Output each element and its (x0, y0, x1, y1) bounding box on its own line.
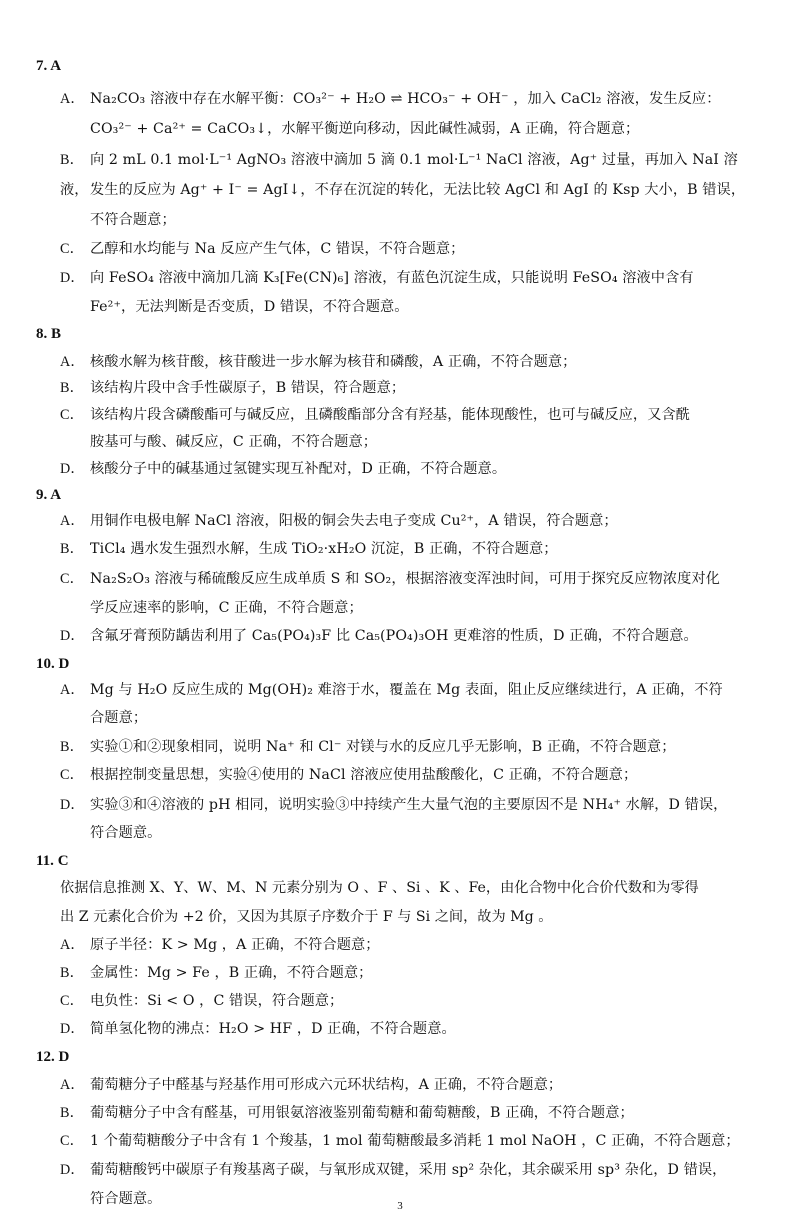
q11-option-b: B． 金属性：Mg > Fe ，B 正确，不符合题意； (60, 965, 373, 981)
question-12-header: 12. D (36, 1049, 70, 1065)
page-number: 3 (397, 1200, 403, 1212)
q11-intro-line1: 依据信息推测 X、Y、W、M、N 元素分别为 O 、F 、Si 、K 、Fe，由化合物中化合价代数和为零得 (60, 880, 699, 896)
q10-option-b: B． 实验①和②现象相同，说明 Na⁺ 和 Cl⁻ 对镁与水的反应几乎无影响，B 正确，不符合题意； (60, 739, 676, 755)
q7-option-a: A． Na₂CO₃ 溶液中存在水解平衡：CO₃²⁻ + H₂O ⇌ HCO₃⁻ + OH⁻ ，加入 CaCl₂ 溶液，发生反应： (60, 91, 721, 107)
q12-option-c: C． 1 个葡萄糖酸分子中含有 1 个羧基，1 mol 葡萄糖酸最多消耗 1 mol NaOH ，C 正确，不符合题意； (60, 1133, 740, 1149)
q9-option-b: B． TiCl₄ 遇水发生强烈水解，生成 TiO₂·xH₂O 沉淀，B 正确，不符合题意； (60, 541, 558, 557)
q10-option-a: A． Mg 与 H₂O 反应生成的 Mg(OH)₂ 难溶于水，覆盖在 Mg 表面，阻止反应继续进行，A 正确，不符 (60, 682, 723, 698)
q9-option-c: C． Na₂S₂O₃ 溶液与稀硫酸反应生成单质 S 和 SO₂，根据溶液变浑浊时间，可用于探究反应物浓度对化 (60, 571, 720, 587)
q9-option-d: D． 含氟牙膏预防龋齿利用了 Ca₅(PO₄)₃F 比 Ca₅(PO₄)₃OH 更难溶的性质，D 正确，不符合题意。 (60, 628, 698, 644)
q10-option-d: D． 实验③和④溶液的 pH 相同，说明实验③中持续产生大量气泡的主要原因不是 NH₄⁺ 水解，D 错误， (60, 797, 728, 813)
q12-option-b: B． 葡萄糖分子中含有醛基，可用银氨溶液鉴别葡萄糖和葡萄糖酸，B 正确，不符合题意； (60, 1105, 634, 1121)
q7-option-b-line2: 发生的反应为 Ag⁺ + I⁻ = AgI↓，不存在沉淀的转化，无法比较 AgCl 和 AgI 的 Ksp 大小，B 错误， (90, 182, 746, 198)
q7-option-a-line2: CO₃²⁻ + Ca²⁺ = CaCO₃↓，水解平衡逆向移动，因此碱性减弱，A 正确，符合题意； (90, 121, 640, 137)
q11-option-a: A． 原子半径：K > Mg ，A 正确，不符合题意； (60, 937, 380, 953)
question-8-header: 8. B (36, 326, 62, 342)
q8-option-a: A． 核酸水解为核苷酸，核苷酸进一步水解为核苷和磷酸，A 正确，不符合题意； (60, 354, 577, 370)
q12-option-d: D． 葡萄糖酸钙中碳原子有羧基离子碳，与氧形成双键，采用 sp² 杂化，其余碳采用 sp³ 杂化，D 错误， (60, 1162, 727, 1178)
q7-option-c: C． 乙醇和水均能与 Na 反应产生气体，C 错误，不符合题意； (60, 241, 465, 257)
q11-intro-line2: 出 Z 元素化合价为 +2 价，又因为其原子序数介于 F 与 Si 之间，故为 Mg 。 (60, 909, 553, 925)
q12-option-d-line2: 符合题意。 (90, 1191, 162, 1207)
q11-option-d: D． 简单氢化物的沸点：H₂O > HF ，D 正确，不符合题意。 (60, 1021, 456, 1037)
q8-option-d: D． 核酸分子中的碱基通过氢键实现互补配对，D 正确，不符合题意。 (60, 461, 507, 477)
q10-option-d-line2: 符合题意。 (90, 825, 162, 841)
q7-option-b-line3: 不符合题意； (90, 212, 176, 228)
q7-option-d-line2: Fe²⁺，无法判断是否变质，D 错误，不符合题意。 (90, 299, 409, 315)
question-9-header: 9. A (36, 487, 62, 503)
q12-option-a: A． 葡萄糖分子中醛基与羟基作用可形成六元环状结构，A 正确，不符合题意； (60, 1077, 563, 1093)
question-11-header: 11. C (36, 853, 69, 869)
q9-option-c-line2: 学反应速率的影响，C 正确，不符合题意； (90, 600, 363, 616)
q9-option-a: A． 用铜作电极电解 NaCl 溶液，阳极的铜会失去电子变成 Cu²⁺，A 错误，符合题意； (60, 513, 618, 529)
q10-option-a-line2: 合题意； (90, 710, 148, 726)
q8-option-b: B． 该结构片段中含手性碳原子，B 错误，符合题意； (60, 380, 406, 396)
question-7-header: 7. A (36, 58, 62, 74)
q8-option-c-line2: 胺基可与酸、碱反应，C 正确，不符合题意； (90, 434, 378, 450)
question-10-header: 10. D (36, 656, 70, 672)
q7-option-b: B． 向 2 mL 0.1 mol·L⁻¹ AgNO₃ 溶液中滴加 5 滴 0.1 mol·L⁻¹ NaCl 溶液，Ag⁺ 过量，再加入 NaI 溶液， (60, 152, 738, 198)
q8-option-c: C． 该结构片段含磷酸酯可与碱反应，且磷酸酯部分含有羟基，能体现酸性，也可与碱反应，又含酰 (60, 407, 691, 423)
q11-option-c: C． 电负性：Si < O ，C 错误，符合题意； (60, 993, 344, 1009)
q10-option-c: C． 根据控制变量思想，实验④使用的 NaCl 溶液应使用盐酸酸化，C 正确，不符合题意； (60, 767, 638, 783)
q7-option-d: D． 向 FeSO₄ 溶液中滴加几滴 K₃[Fe(CN)₆] 溶液，有蓝色沉淀生成，只能说明 FeSO₄ 溶液中含有 (60, 270, 694, 286)
